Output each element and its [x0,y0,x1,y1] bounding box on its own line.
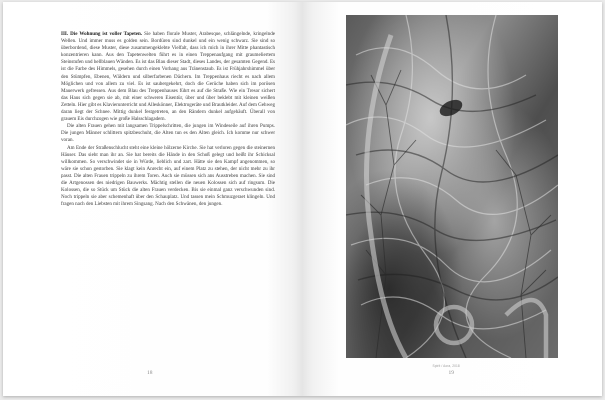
artwork-photo [346,15,558,358]
book-spread [3,2,602,396]
paragraph-1 [61,31,275,123]
photo-caption: Spirit / Aora, 2018 [432,364,460,368]
right-page [303,2,603,396]
right-page-number: 19 [448,370,454,376]
left-page [3,2,303,396]
paragraph-1-text: Sie haben florale Muster, Arabesque, schlängelnde, kringelnde Wellen. Und immer muss es golden sein. Bordüren sind dunkel und ein wenig schwarz. Sie sind so überbordend, diese Muster, diese zusammengeklebte Vielfalt, dass ich mich in ihrer Mitte phantastisch konzentrieren kann. Aus den Tapetenwelten führt es in einen Treppenaufgang mit graumeliertem Steinstufen und hellblauen Wänden. Es ist das Blau dieser Stadt, dieses Landes, der gesamten Gegend. Es ist die Farbe des Himmels, gesehen durch einen Vorhang aus Tränenstaub. Es ist Frühjahrshimmel über den Stümpfen, Ebenen, Wäldern und silberfarbenen Dächern. Im Treppenhaus riecht es nach allem Möglichen und von allem zu viel. Es ist saubergekehrt, doch die Gerüche haben sich im porösen Mauerwerk gefressen. Aus dem Blau des Treppenhauses führt es auf die Straße. Wie ein Tresor sichert das Haus sich gegen sie ab, mit einer schweren Eisentür, über und über beklebt mit kleinen weißen Zetteln. Hier gibt es Klavierunterricht und Alleskönner, Elektrogeräte und Brautkleider. Auf dem Gehweg daran liegt der Schnee. Mittig dunkel festgetreten, an den Rändern dunkel aufgehäuft. Überall von grauem Eis durchzogen wie große Halsschlagadern. [61,31,275,123]
left-page-number: 18 [147,370,153,376]
body-text [61,31,275,208]
paragraph-3: Am Ende der Straßenschlucht steht eine kleine hölzerne Kirche. Sie hat verloren gegen die steinernen Häuser. Das sieht man ihr an. Sie hat bereits die Hände in den Schoß gelegt und heißt ihr Schicksal willkommen. So verschwindet sie in Würde, lieblich und zart. Hätte sie den Kampf angenommen, so wäre sie schon gestorben. Sie klagt kein Anrecht ein, auf einem Platz zu stehen, der nicht mehr zu ihr passt. Die alten Frauen trippeln zu ihrem Toren. Auch sie müssen sich ans Ausstreben machen. Sie sind die Artgenossen des niedrigen Bauwerks. Mächtig stellen die neuen Kolossen sich auf ringsum. Die Kolossen, die so Stück um Stück die alten Frauen verdecken. Bis sie einmal ganz verschwunden sind. Noch trippeln sie aber schemenhaft über den Schauplatz. Und tassen mein Schmuzgeraet klingeln. Und fragen nach den Liebsten mit ihrem Singsang. Nach den Schwänen, den jungen. [61,144,275,208]
chapter-heading: III. Die Wohnung ist voller Tapeten. [61,31,143,37]
paragraph-2: Die alten Frauen gehen mit langsamen Trippelschritten, die jungen im Windeseile auf ihren Pumps. Die jungen Männer schlittern spitzbeschuht, die Alten tun es den Alten gleich. Ich komme nur schwer voran. [61,123,275,144]
crumpled-foil-image [346,15,558,358]
